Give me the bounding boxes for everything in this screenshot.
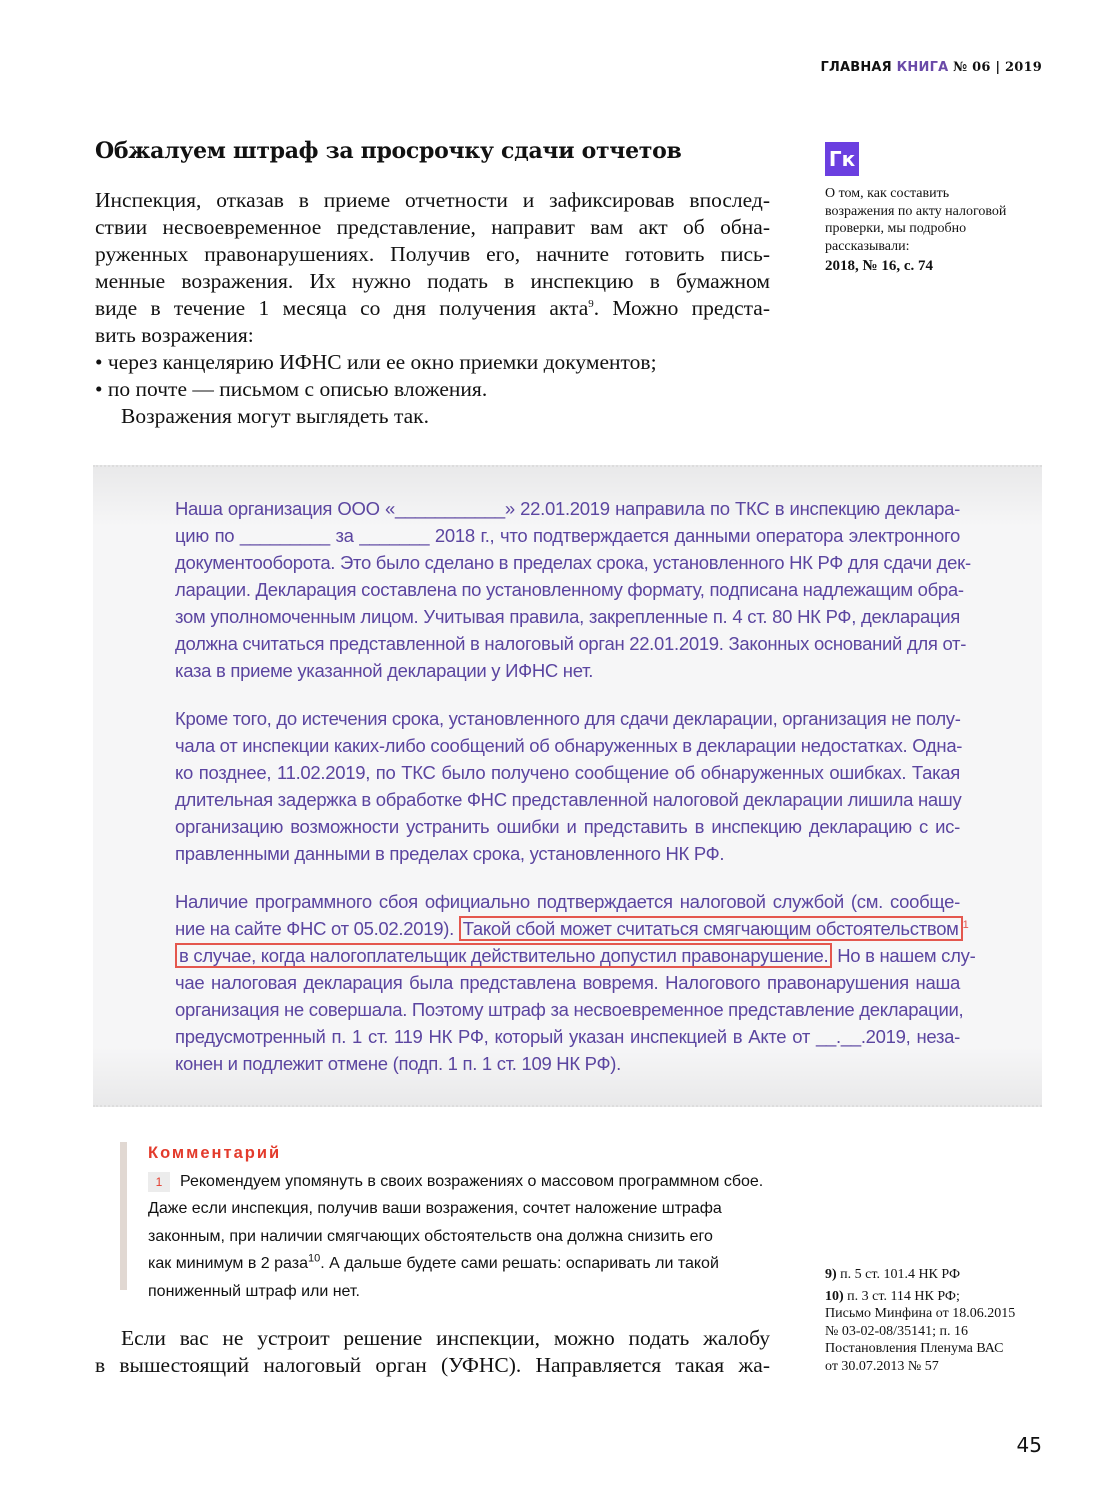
bullet-item: • по почте — письмом с описью вложения. [95, 376, 770, 403]
note-line: рассказывали: [825, 238, 910, 254]
text-fragment: . А дальше будете сами решать: оспаривать ли такой [320, 1255, 719, 1272]
text-line: Наличие программного сбоя официально подтверждается налоговой службой (см. сообще- [175, 891, 960, 912]
footnote-number: 9) [825, 1267, 837, 1282]
gk-logo-icon: Гк [825, 142, 859, 176]
footnotes [825, 1266, 1055, 1375]
footnote-text: № 03-02-08/35141; п. 16 [825, 1323, 968, 1339]
sample-paragraph-2 [175, 705, 963, 867]
text-line: документооборота. Это было сделано в пределах срока, установленного НК РФ для сдачи дек- [175, 552, 971, 573]
intro-text [95, 187, 770, 430]
highlighted-text: в случае, когда налогоплательщик действительно допустил правонарушение. [175, 943, 832, 968]
text-fragment: ние на сайте ФНС от 05.02.2019). [175, 918, 454, 939]
text-line: Инспекция, отказав в приеме отчетности и зафиксировав впослед- [95, 188, 770, 212]
sample-objection-box [93, 465, 1042, 1107]
text-fragment: виде в течение 1 месяца со дня получения акта [95, 296, 589, 320]
highlighted-text: Такой сбой может считаться смягчающим обстоятельством [459, 916, 963, 941]
text-line: вить возражения: [95, 323, 254, 347]
comment-line: Даже если инспекция, получив ваши возражения, сочтет наложение штрафа [148, 1200, 722, 1217]
text-line: организацию возможности устранить ошибки и представить в инспекцию декларацию с ис- [175, 816, 960, 837]
comment-marker[interactable]: 1 [962, 918, 969, 931]
running-header [820, 60, 1042, 75]
text-line: Если вас не устроит решение инспекции, можно подать жалобу [121, 1326, 770, 1350]
footnote-text: п. 3 ст. 114 НК РФ; [847, 1288, 960, 1304]
comment-title: Комментарий [148, 1144, 282, 1162]
comment-number: 1 [148, 1172, 170, 1192]
brand-main: ГЛАВНАЯ [820, 60, 892, 75]
text-line: Возражения могут выглядеть так. [121, 404, 429, 428]
footnote-ref[interactable]: 10 [308, 1252, 321, 1265]
footnote-text: Постановления Пленума ВАС [825, 1341, 1004, 1356]
text-line: чала от инспекции каких-либо сообщений об обнаруженных в декларации недостатках. Однa- [175, 735, 963, 756]
sample-paragraph-1 [175, 495, 971, 684]
text-line: Наша организация ООО «___________» 22.01.2019 направила по ТКС в инспекцию деклара- [175, 498, 960, 519]
footnote-text: Письмо Минфина от 18.06.2015 [825, 1306, 1016, 1321]
comment-block [148, 1140, 788, 1305]
text-line: ко позднее, 11.02.2019, по ТКС было получено сообщение об обнаруженных ошибках. Такая [175, 762, 960, 783]
footnote-ref[interactable]: 9 [588, 297, 594, 310]
footnote-number: 10) [825, 1288, 844, 1304]
bullet-item: • через канцелярию ИФНС или ее окно приемки документов; [95, 349, 770, 376]
text-line: ствии несвоевременное представление, направит вам акт об обна- [95, 215, 770, 239]
text-fragment: как минимум в 2 раза [148, 1255, 308, 1272]
text-line: длительная задержка в обработке ФНС представленной налоговой декларации лишила нашу [175, 789, 962, 810]
text-line: чае налоговая декларация была представлена вовремя. Налогового правонарушения наша [175, 972, 960, 993]
text-fragment: . Можно предста- [593, 296, 770, 320]
text-line: конен и подлежит отмене (подп. 1 п. 1 ст. 109 НК РФ). [175, 1053, 621, 1074]
footnote-text: от 30.07.2013 № 57 [825, 1358, 939, 1374]
sample-paragraph-3 [175, 888, 976, 1077]
text-line: предусмотренный п. 1 ст. 119 НК РФ, который указан инспекцией в Акте от __.__.2019, неза- [175, 1026, 960, 1047]
text-line: правленными данными в пределах срока, установленного НК РФ. [175, 843, 725, 864]
text-line: цию по _________ за _______ 2018 г., что подтверждается данными оператора электронного [175, 525, 960, 546]
comment-line [148, 1168, 788, 1196]
comment-bar [120, 1142, 127, 1290]
comment-line: пониженный штраф или нет. [148, 1282, 360, 1300]
text-fragment: Рекомендуем упомянуть в своих возражениях о массовом программном сбое. [180, 1172, 764, 1190]
article-title: Обжалуем штраф за просрочку сдачи отчетов [95, 138, 682, 164]
page-number: 45 [1016, 1433, 1042, 1457]
footnote-10 [825, 1288, 1055, 1376]
text-line [175, 942, 976, 969]
text-line: ларации. Декларация составлена по установленному формату, подписана надлежащим обра- [175, 579, 964, 600]
note-line: О том, как составить [825, 186, 950, 201]
outro-text [95, 1325, 770, 1379]
text-line: каза в приеме указанной декларации у ИФНС нет. [175, 660, 594, 681]
text-line: Кроме того, до истечения срока, установленного для сдачи декларации, организация не полу- [175, 708, 961, 729]
text-line: в вышестоящий налоговый орган (УФНС). Направляется такая жа- [95, 1353, 770, 1377]
text-line: организация не совершала. Поэтому штраф за несвоевременное представление декларации, [175, 999, 964, 1020]
brand-accent: КНИГА [896, 60, 949, 75]
issue-number: № 06 | 2019 [953, 60, 1042, 75]
comment-line: законным, при наличии смягчающих обстоятельств она должна снизить его [148, 1227, 713, 1245]
note-line: проверки, мы подробно [825, 221, 967, 236]
footnote-9 [825, 1266, 1055, 1284]
text-line: руженных правонарушениях. Получив его, начните готовить пись- [95, 242, 770, 266]
comment-line [148, 1250, 788, 1278]
text-line: зом уполномоченным лицом. Учитывая правила, закрепленные п. 4 ст. 80 НК РФ, декларация [175, 606, 960, 627]
note-line: возражения по акту налоговой [825, 203, 1007, 219]
text-line: должна считаться представленной в налоговый орган 22.01.2019. Законных оснований для от- [175, 633, 967, 654]
note-reference[interactable]: 2018, № 16, с. 74 [825, 258, 933, 274]
text-fragment: Но в нашем слу- [837, 945, 976, 966]
footnote-text: п. 5 ст. 101.4 НК РФ [840, 1267, 960, 1282]
text-line [95, 295, 770, 322]
sidebar-note [825, 185, 1045, 276]
text-line [175, 915, 969, 942]
text-line: менные возражения. Их нужно подать в инспекцию в бумажном [95, 269, 770, 293]
